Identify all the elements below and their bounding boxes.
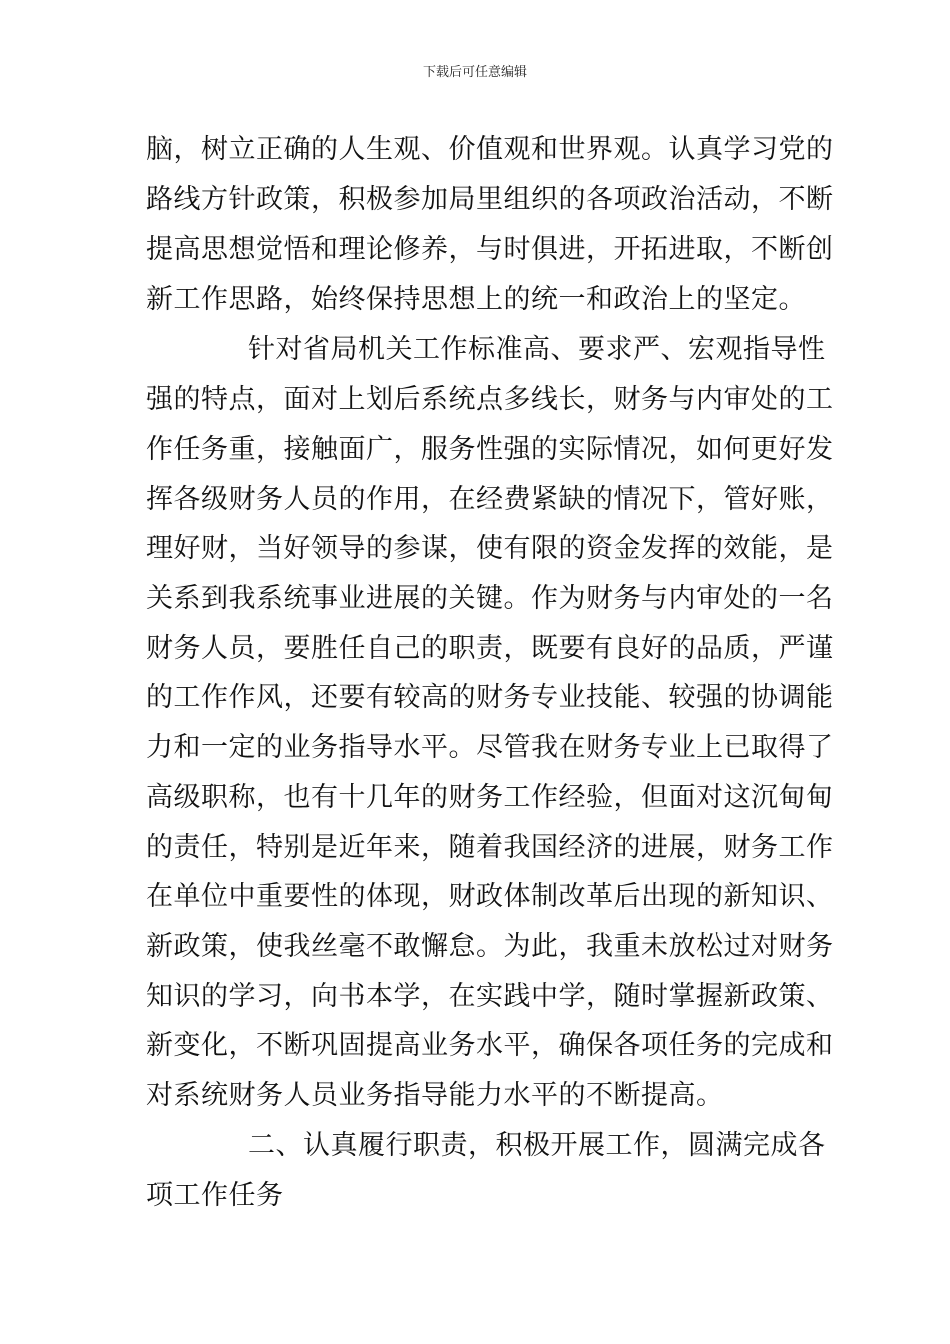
text-line: 作任务重，接触面广，服务性强的实际情况，如何更好发: [146, 434, 834, 465]
text-line: 财务人员，要胜任自己的职责，既要有良好的品质，严谨: [146, 633, 834, 664]
page-header: 下载后可任意编辑: [422, 65, 527, 80]
text-line: 的工作作风，还要有较高的财务专业技能、较强的协调能: [146, 682, 834, 713]
text-line: 强的特点，面对上划后系统点多线长，财务与内审处的工: [146, 384, 834, 415]
text-line: 高级职称，也有十几年的财务工作经验，但面对这沉甸甸: [146, 782, 834, 813]
text-line: 新政策，使我丝毫不敢懈怠。为此，我重未放松过对财务: [146, 931, 834, 962]
text-line: 关系到我系统事业进展的关键。作为财务与内审处的一名: [146, 583, 834, 614]
text-line: 新变化，不断巩固提高业务水平，确保各项任务的完成和: [146, 1030, 834, 1061]
text-line: 新工作思路，始终保持思想上的统一和政治上的坚定。: [146, 284, 806, 315]
paragraph-first-line: 针对省局机关工作标准高、要求严、宏观指导性: [248, 334, 826, 365]
text-line: 提高思想觉悟和理论修养，与时俱进，开拓进取，不断创: [146, 234, 834, 265]
section-heading: 二、认真履行职责，积极开展工作，圆满完成各: [248, 1130, 826, 1161]
text-line: 在单位中重要性的体现，财政体制改革后出现的新知识、: [146, 881, 834, 912]
text-line: 理好财，当好领导的参谋，使有限的资金发挥的效能，是: [146, 533, 834, 564]
text-line: 的责任，特别是近年来，随着我国经济的进展，财务工作: [146, 832, 834, 863]
text-line: 对系统财务人员业务指导能力水平的不断提高。: [146, 1080, 724, 1111]
text-line: 知识的学习，向书本学，在实践中学，随时掌握新政策、: [146, 981, 834, 1012]
section-heading-continued: 项工作任务: [146, 1180, 284, 1211]
text-line: 挥各级财务人员的作用，在经费紧缺的情况下，管好账，: [146, 484, 834, 515]
text-line: 路线方针政策，积极参加局里组织的各项政治活动，不断: [146, 184, 834, 215]
text-line: 力和一定的业务指导水平。尽管我在财务专业上已取得了: [146, 732, 834, 763]
text-line: 脑，树立正确的人生观、价值观和世界观。认真学习党的: [146, 134, 834, 165]
